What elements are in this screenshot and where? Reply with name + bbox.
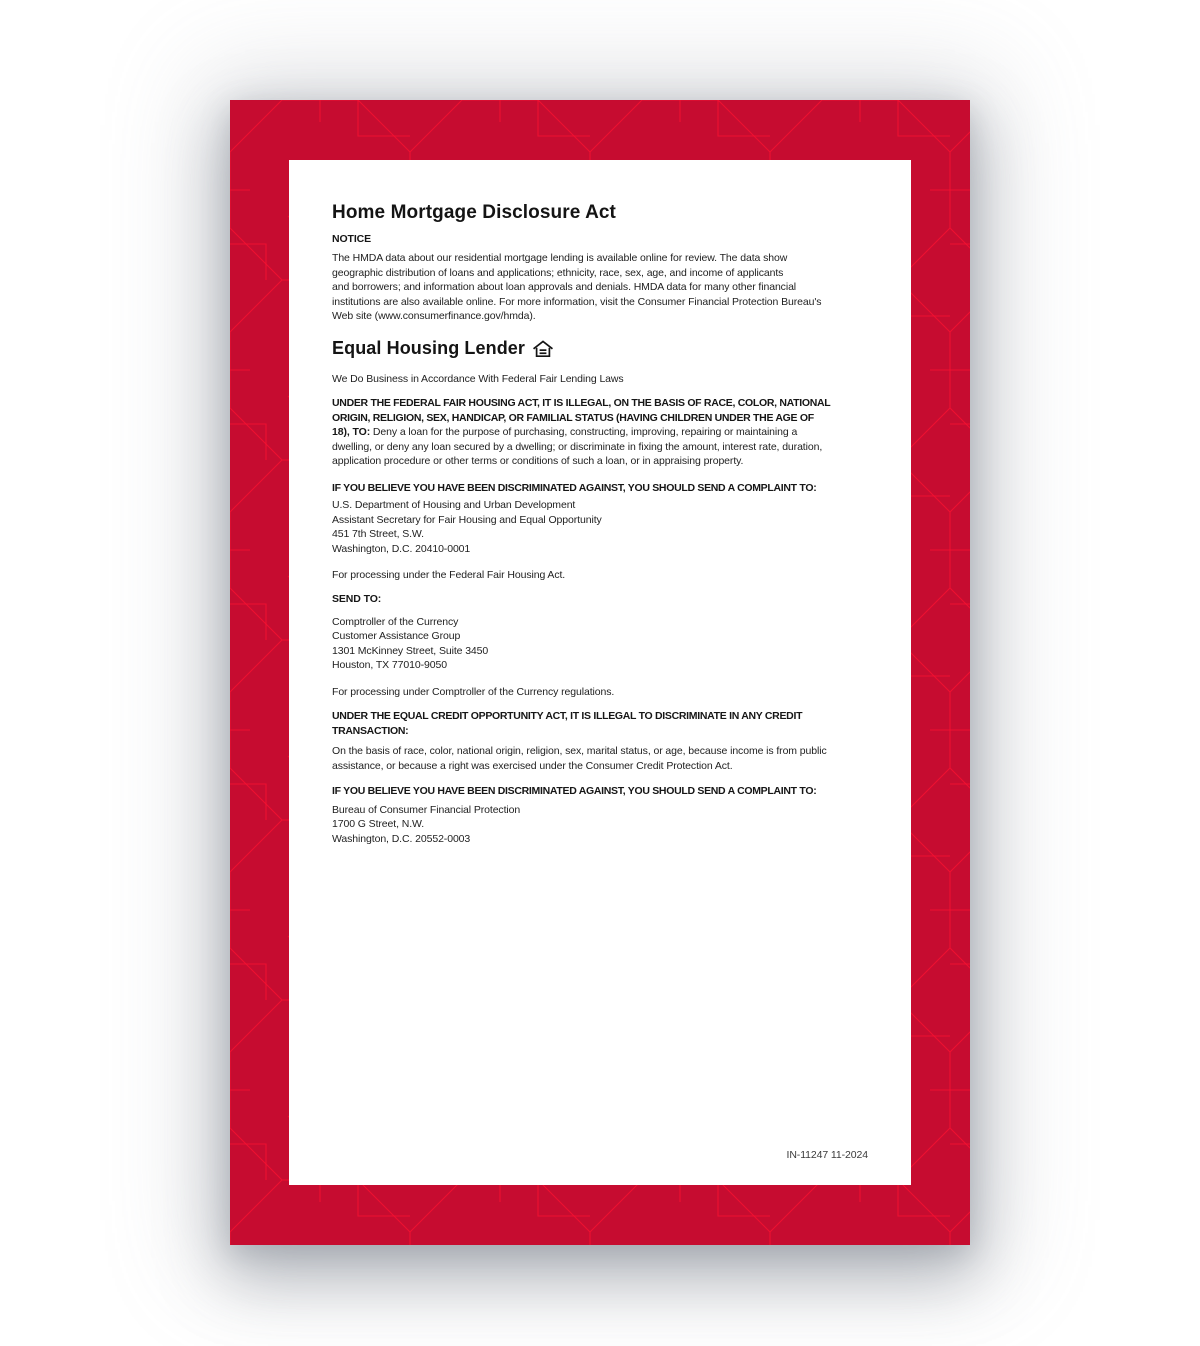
text-line: and borrowers; and information about loan approvals and denials. HMDA data for many other financial xyxy=(332,281,797,293)
doc-title: Home Mortgage Disclosure Act xyxy=(332,202,616,223)
address-line: Washington, D.C. 20410-0001 xyxy=(332,542,471,555)
ecoa-paragraph xyxy=(332,744,868,773)
form-number: IN-11247 11-2024 xyxy=(786,1149,868,1161)
address-line: Washington, D.C. 20552-0003 xyxy=(332,832,471,845)
text-line: application procedure or other terms or conditions of such a loan, or in appraising property. xyxy=(332,455,744,467)
bold-run: 18), TO: xyxy=(332,426,371,438)
poster-card xyxy=(230,100,970,1245)
address-line: Houston, TX 77010-9050 xyxy=(332,659,447,671)
text-line: geographic distribution of loans and applications; ethnicity, race, sex, age, and income of applicants xyxy=(332,266,784,279)
complaint-heading-hud: IF YOU BELIEVE YOU HAVE BEEN DISCRIMINATED AGAINST, YOU SHOULD SEND A COMPLAINT TO: xyxy=(332,481,817,494)
address-line: Comptroller of the Currency xyxy=(332,615,459,628)
text-line: On the basis of race, color, national origin, religion, sex, marital status, or age, because income is from public xyxy=(332,745,827,757)
hud-processing-note: For processing under the Federal Fair Housing Act. xyxy=(332,569,566,581)
text-line xyxy=(332,425,868,440)
text-line: Web site (www.consumerfinance.gov/hmda). xyxy=(332,310,536,322)
notice-label: NOTICE xyxy=(332,233,372,245)
complaint-heading-cfpb: IF YOU BELIEVE YOU HAVE BEEN DISCRIMINATED AGAINST, YOU SHOULD SEND A COMPLAINT TO: xyxy=(332,785,817,797)
address-line: 451 7th Street, S.W. xyxy=(332,528,424,540)
equal-housing-heading-text: Equal Housing Lender xyxy=(332,337,526,358)
address-line: 1301 McKinney Street, Suite 3450 xyxy=(332,644,489,657)
text-line: ORIGIN, RELIGION, SEX, HANDICAP, OR FAMILIAL STATUS (HAVING CHILDREN UNDER THE AGE OF xyxy=(332,411,814,424)
text-line: The HMDA data about our residential mortgage lending is available online for review. The data show xyxy=(332,252,788,264)
equal-housing-house-icon xyxy=(533,340,553,358)
occ-processing-note: For processing under Comptroller of the Currency regulations. xyxy=(332,685,615,698)
document-page xyxy=(289,160,911,1185)
occ-address xyxy=(332,615,868,673)
address-line: Assistant Secretary for Fair Housing and Equal Opportunity xyxy=(332,513,602,526)
text-line: UNDER THE FEDERAL FAIR HOUSING ACT, IT IS ILLEGAL, ON THE BASIS OF RACE, COLOR, NATIONAL xyxy=(332,397,831,409)
address-line: Customer Assistance Group xyxy=(332,630,461,642)
fair-housing-paragraph xyxy=(332,396,868,469)
text-run: Deny a loan for the purpose of purchasing, constructing, improving, repairing or maintaining a xyxy=(370,426,798,438)
ecoa-heading xyxy=(332,709,868,738)
address-line: U.S. Department of Housing and Urban Development xyxy=(332,499,576,511)
send-to-label: SEND TO: xyxy=(332,592,382,605)
equal-housing-heading xyxy=(332,337,868,359)
fair-lending-subtitle: We Do Business in Accordance With Federal Fair Lending Laws xyxy=(332,372,624,385)
address-line: 1700 G Street, N.W. xyxy=(332,818,425,830)
text-line: dwelling, or deny any loan secured by a dwelling; or discriminate in fixing the amount, interest rate, duration, xyxy=(332,440,823,453)
text-line: TRANSACTION: xyxy=(332,724,409,737)
text-line: institutions are also available online. For more information, visit the Consumer Financial Protection Bureau's xyxy=(332,295,822,308)
text-line: assistance, or because a right was exercised under the Consumer Credit Protection Act. xyxy=(332,759,733,772)
hud-address xyxy=(332,498,868,556)
text-line: UNDER THE EQUAL CREDIT OPPORTUNITY ACT, IT IS ILLEGAL TO DISCRIMINATE IN ANY CREDIT xyxy=(332,710,803,722)
address-line: Bureau of Consumer Financial Protection xyxy=(332,803,521,816)
cfpb-address xyxy=(332,803,868,847)
notice-paragraph xyxy=(332,251,868,324)
